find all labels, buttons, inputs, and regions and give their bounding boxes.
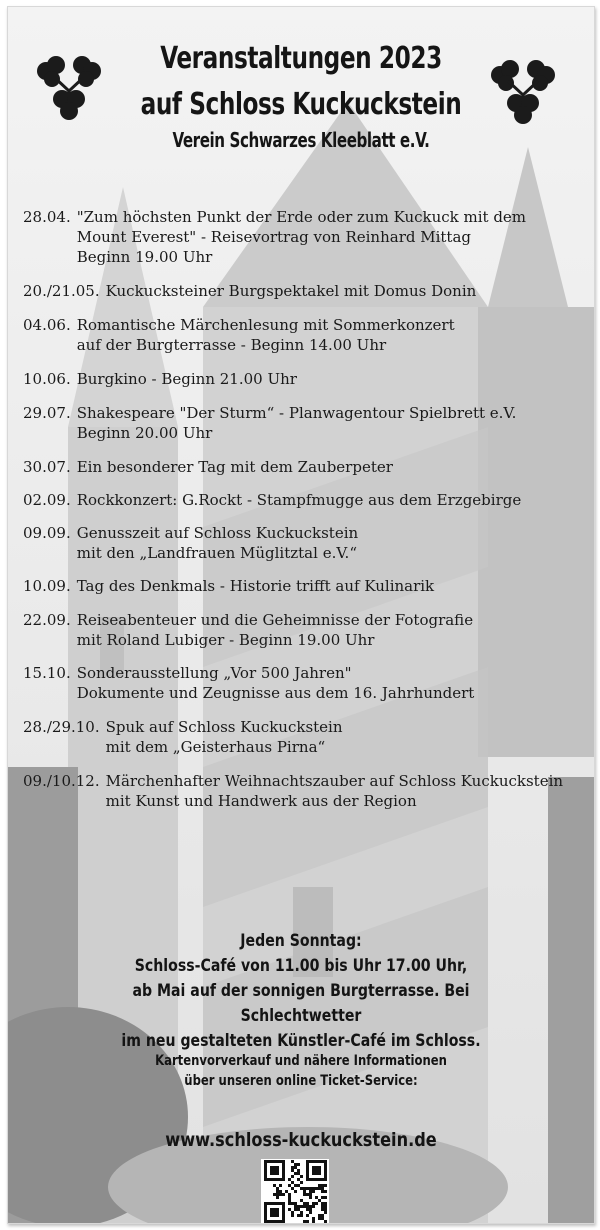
event-date: 28.04. [23,208,71,226]
event-description-line: Sonderausstellung „Vor 500 Jahren" [76,664,352,682]
event-item [23,315,593,355]
event-item [23,207,593,267]
event-description-line: Spuk auf Schloss Kuckuckstein [105,718,343,736]
event-description [77,663,593,703]
event-description-line: mit dem „Geisterhaus Pirna“ [105,738,326,756]
event-item [23,490,593,510]
sunday-cafe-notice [74,929,527,1054]
event-description-line: mit Roland Lubiger - Beginn 19.00 Uhr [76,631,375,649]
event-date: 09./10.12. [23,772,100,790]
event-date: 10.09. [23,577,71,595]
event-date: 28./29.10. [23,718,100,736]
event-description-line: Ein besonderer Tag mit dem Zauberpeter [76,458,393,476]
event-date: 20./21.05. [23,282,100,300]
event-description [77,490,593,510]
flyer-content [8,7,594,1223]
event-description-line: mit Kunst und Handwerk aus der Region [105,792,417,810]
ticket-line: Kartenvorverkauf und nähere Informationen [155,1053,447,1069]
event-description [77,523,593,563]
event-description [106,717,593,757]
event-item [23,523,593,563]
event-date: 09.09. [23,524,71,542]
event-description-line: auf der Burgterrasse - Beginn 14.00 Uhr [76,336,387,354]
event-flyer [7,6,595,1224]
event-description-line: Romantische Märchenlesung mit Sommerkonzert [76,316,455,334]
event-description-line: Rockkonzert: G.Rockt - Stampfmugge aus dem Erzgebirge [76,491,522,509]
qr-code-icon[interactable] [261,1159,329,1223]
event-date: 15.10. [23,664,71,682]
event-item [23,281,593,301]
event-description-line: Shakespeare "Der Sturm“ - Planwagentour Spielbrett e.V. [76,404,517,422]
event-description-line: mit den „Landfrauen Müglitztal e.V.“ [76,544,357,562]
event-description [106,771,593,811]
event-description-line: Reiseabenteuer und die Geheimnisse der Fotografie [76,611,474,629]
event-date: 10.06. [23,370,71,388]
event-description-line: Beginn 20.00 Uhr [76,424,213,442]
flyer-subtitle: Verein Schwarzes Kleeblatt e.V. [172,128,430,152]
ticket-info [74,1051,527,1091]
event-date: 02.09. [23,491,71,509]
flyer-title: Veranstaltungen 2023 [160,41,442,76]
event-item [23,403,593,443]
event-item [23,610,593,650]
event-item [23,369,593,389]
event-description-line: Genusszeit auf Schloss Kuckuckstein [76,524,359,542]
event-description [77,207,593,267]
event-description [77,610,593,650]
event-description [77,369,593,389]
event-date: 29.07. [23,404,71,422]
event-item [23,717,593,757]
sunday-heading: Jeden Sonntag: [240,931,362,951]
event-description-line: Burgkino - Beginn 21.00 Uhr [76,370,297,388]
three-leaf-clover-icon [34,55,104,121]
event-description-line: "Zum höchsten Punkt der Erde oder zum Kuckuck mit dem [76,208,527,226]
ticket-line: über unseren online Ticket-Service: [184,1073,418,1089]
event-list [23,207,593,811]
event-date: 30.07. [23,458,71,476]
event-description [77,315,593,355]
event-description [77,403,593,443]
event-description [77,457,593,477]
event-description-line: Kuckucksteiner Burgspektakel mit Domus Donin [105,282,477,300]
sunday-line: Schloss-Café von 11.00 bis Uhr 17.00 Uhr, [134,956,468,976]
event-description-line: Mount Everest" - Reisevortrag von Reinhard Mittag [76,228,471,246]
website-link[interactable]: www.schloss-kuckuckstein.de [165,1129,437,1151]
event-date: 04.06. [23,316,71,334]
event-item [23,576,593,596]
event-date: 22.09. [23,611,71,629]
event-item [23,663,593,703]
event-description [106,281,593,301]
sunday-line: im neu gestalteten Künstler-Café im Schloss. [121,1031,481,1051]
flyer-title-location: auf Schloss Kuckuckstein [140,87,462,122]
event-description-line: Dokumente und Zeugnisse aus dem 16. Jahrhundert [76,684,475,702]
event-description-line: Märchenhafter Weihnachtszauber auf Schloss Kuckuckstein [105,772,564,790]
event-description-line: Tag des Denkmals - Historie trifft auf Kulinarik [76,577,435,595]
event-item [23,457,593,477]
sunday-line: ab Mai auf der sonnigen Burgterrasse. Bei Schlechtwetter [132,981,470,1026]
event-description-line: Beginn 19.00 Uhr [76,248,213,266]
event-item [23,771,593,811]
event-description [77,576,593,596]
